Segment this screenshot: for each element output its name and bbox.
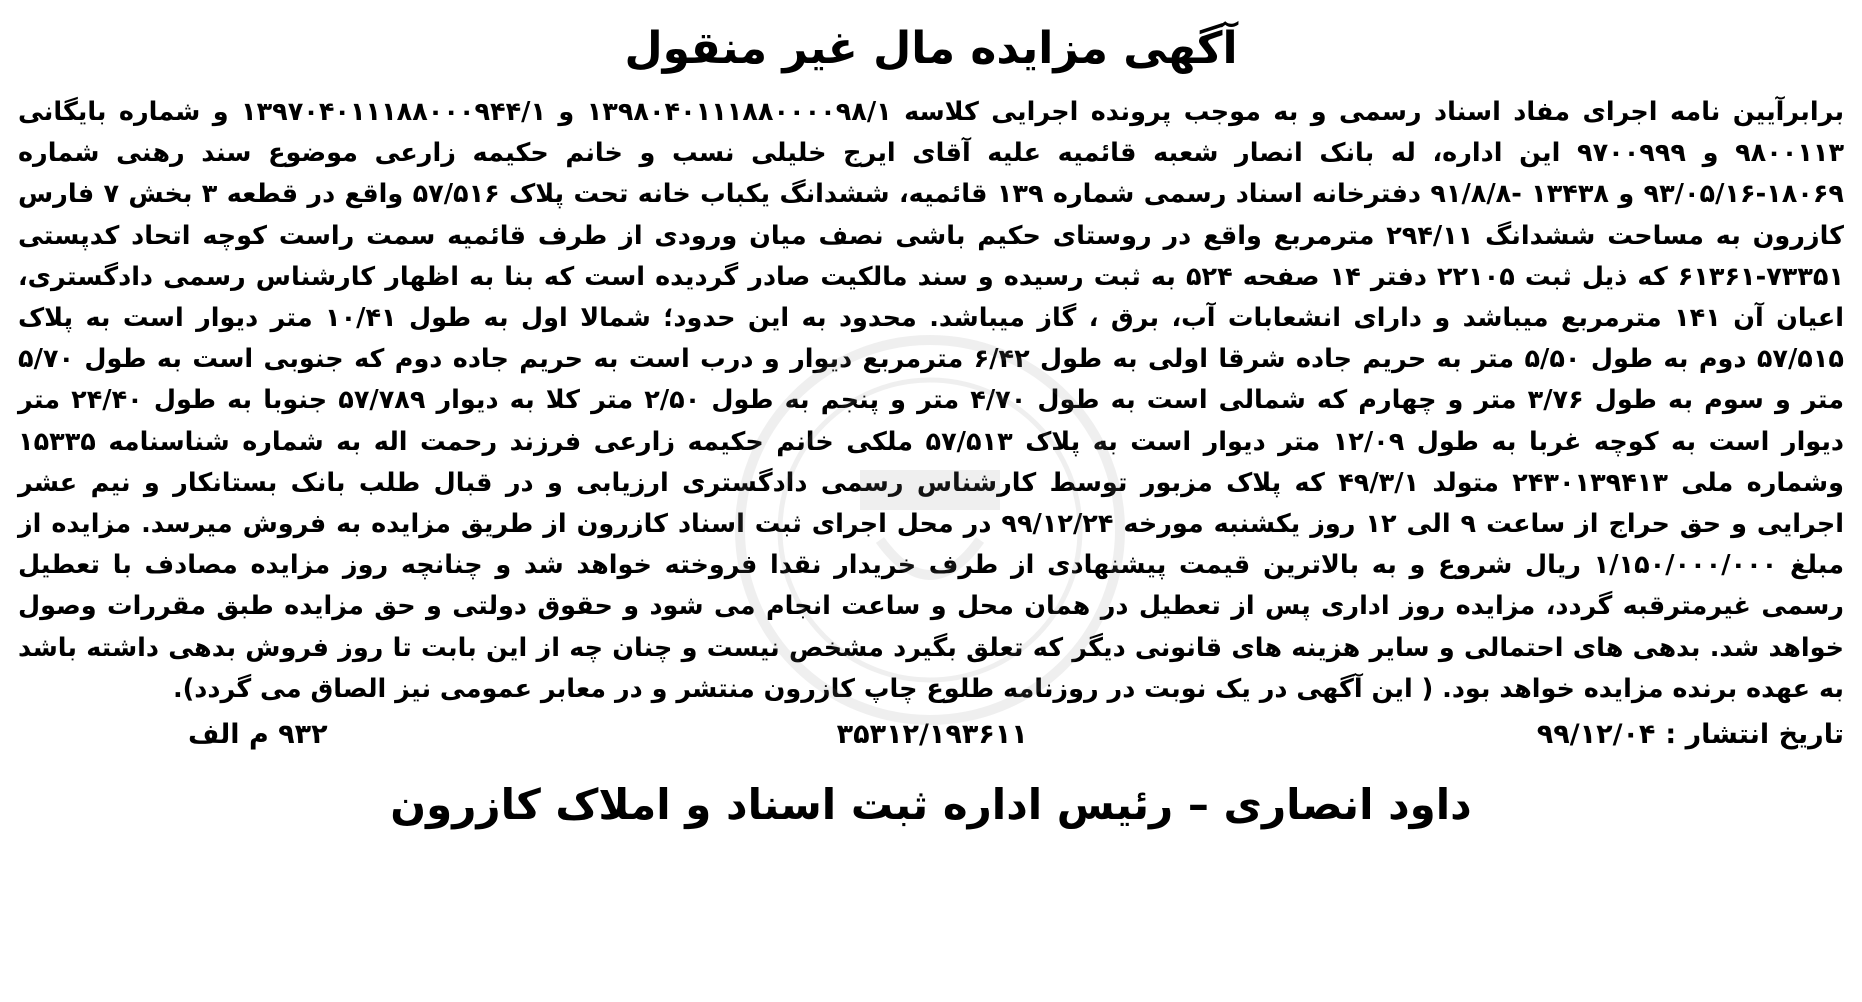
reference-number: ۳۵۳۱۲/۱۹۳۶۱۱ bbox=[836, 719, 1028, 751]
auction-notice bbox=[18, 14, 1844, 986]
notice-code: ۹۳۲ م الف bbox=[188, 719, 328, 751]
publish-date-group bbox=[1537, 714, 1844, 756]
publish-date-label: تاریخ انتشار : bbox=[1665, 719, 1844, 751]
publish-date: ۹۹/۱۲/۰۴ bbox=[1536, 719, 1656, 751]
meta-row bbox=[18, 714, 1844, 756]
notice-body: برابرآیین نامه اجرای مفاد اسناد رسمی و به موجب پرونده اجرایی کلاسه ۱۳۹۸۰۴۰۱۱۱۸۸۰۰۰۰۹۸/۱ و ۱۳۹۷۰۴۰۱۱۱۸۸۰۰۰۹۴۴/۱ و شماره بایگانی ۹۸۰۰۱۱۳ و ۹۷۰۰۹۹۹ این اداره، له بانک انصار شعبه قائمیه علیه آقای ایرج خلیلی نسب و خانم حکیمه زارعی موضوع سند رهنی شماره ۱۸۰۶۹-۹۳/۰۵/۱۶ و ۱۳۴۳۸ -۹۱/۸/۸ دفترخانه اسناد رسمی شماره ۱۳۹ قائمیه، ششدانگ یکباب خانه تحت پلاک ۵۷/۵۱۶ واقع در قطعه ۳ بخش ۷ فارس کازرون به مساحت ششدانگ ۲۹۴/۱۱ مترمربع واقع در روستای حکیم باشی نصف میان ورودی از طرف قائمیه سمت راست کوچه اتحاد کدپستی ۷۳۳۵۱-۶۱۳۶۱ که ذیل ثبت ۲۲۱۰۵ دفتر ۱۴ صفحه ۵۲۴ به ثبت رسیده و سند مالکیت صادر گردیده است که بنا به اظهار کارشناس رسمی دادگستری، اعیان آن ۱۴۱ مترمربع میباشد و دارای انشعابات آب، برق ، گاز میباشد. محدود به این حدود؛ شمالا اول به طول ۱۰/۴۱ متر دیوار است به پلاک ۵۷/۵۱۵ دوم به طول ۵/۵۰ متر به حریم جاده شرقا اولی به طول ۶/۴۲ مترمربع دیوار و درب است به حریم جاده دوم که جنوبی است به طول ۵/۷۰ متر و سوم به طول ۳/۷۶ متر و چهارم که شمالی است به طول ۴/۷۰ متر و پنجم به طول ۲/۵۰ متر کلا به دیوار ۵۷/۷۸۹ جنوبا به طول ۲۴/۴۰ متر دیوار است به کوچه غربا به طول ۱۲/۰۹ متر دیوار است به پلاک ۵۷/۵۱۳ ملکی خانم حکیمه زارعی فرزند رحمت اله به شماره شناسنامه ۱۵۳۳۵ وشماره ملی ۲۴۳۰۱۳۹۴۱۳ متولد ۴۹/۳/۱ که پلاک مزبور توسط کارشناس رسمی دادگستری ارزیابی و در قبال طلب بانک بستانکار و نیم عشر اجرایی و حق حراج از ساعت ۹ الی ۱۲ روز یکشنبه مورخه ۹۹/۱۲/۲۴ در محل اجرای ثبت اسناد کازرون از طریق مزایده به فروش میرسد. مزایده از مبلغ ۱/۱۵۰/۰۰۰/۰۰۰ ریال شروع و به بالاترین قیمت پیشنهادی از طرف خریدار نقدا فروخته خواهد شد و چنانچه روز مزایده مصادف با تعطیل رسمی غیرمترقبه گردد، مزایده روز اداری پس از تعطیل در همان محل و ساعت انجام می شود و حقوق دولتی و حق مزایده طبق مقررات وصول خواهد شد. بدهی های احتمالی و سایر هزینه های قانونی دیگر که تعلق بگیرد مشخص نیست و چنان چه از این بابت تا روز فروش بدهی داشته باشد به عهده برنده مزایده خواهد بود. ( این آگهی در یک نوبت در روزنامه طلوع چاپ کازرون منتشر و در معابر عمومی نیز الصاق می گردد). bbox=[18, 97, 1845, 704]
signature-line: داود انصاری – رئیس اداره ثبت اسناد و املاک کازرون bbox=[390, 780, 1472, 830]
notice-title: آگهی مزایده مال غیر منقول bbox=[624, 23, 1238, 74]
